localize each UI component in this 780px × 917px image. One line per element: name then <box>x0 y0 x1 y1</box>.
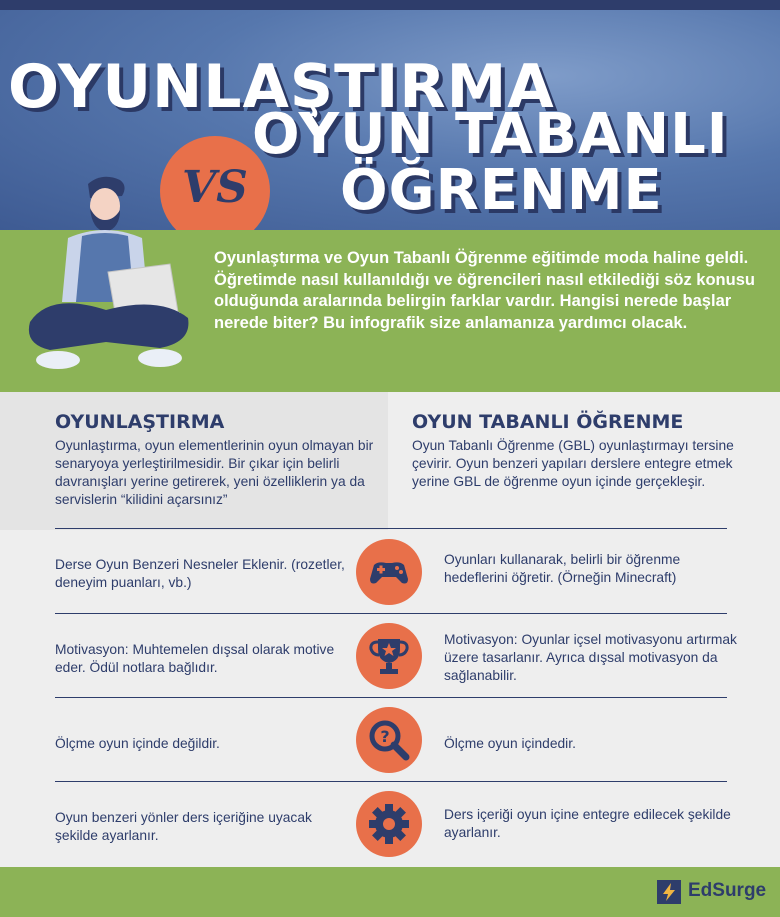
trophy-icon <box>356 623 422 689</box>
row-2-right-text: Motivasyon: Oyunlar içsel motivasyonu artırmak üzere tasarlanır. Ayrıca dışsal motivasyon da sağlanabilir. <box>444 632 737 683</box>
gear-icon <box>356 791 422 857</box>
left-heading: OYUNLAŞTIRMA <box>55 411 225 433</box>
divider <box>55 781 727 782</box>
divider <box>55 613 727 614</box>
person-with-laptop-illustration <box>10 172 210 382</box>
edsurge-logo-icon <box>657 880 681 904</box>
row-2-left-text: Motivasyon: Muhtemelen dışsal olarak motive eder. Ödül notlara bağlıdır. <box>55 642 335 675</box>
row-3-right-text: Ölçme oyun içindedir. <box>444 736 576 751</box>
row-4-right-text: Ders içeriği oyun içine entegre edilecek şekilde ayarlanır. <box>444 807 731 840</box>
vs-label: VS <box>182 162 248 213</box>
title-game-based: OYUN TABANLI <box>252 102 729 167</box>
row-1-right-text: Oyunları kullanarak, belirli bir öğrenme hedeflerini öğretir. (Örneğin Minecraft) <box>444 552 681 585</box>
divider <box>55 528 727 529</box>
divider <box>55 697 727 698</box>
row-4-left-text: Oyun benzeri yönler ders içeriğine uyacak şekilde ayarlanır. <box>55 810 312 843</box>
intro-text: Oyunlaştırma ve Oyun Tabanlı Öğrenme eğitimde moda haline geldi. Öğretimde nasıl kullanıldığı ve öğrencileri nasıl etkilediği söz konusu olduğunda aralarında belirgin farklar vardır. Hangisi nerede başlar nerede biter? Bu infografik size anlamanıza yardımcı olacak. <box>214 249 755 332</box>
top-bar <box>0 0 780 10</box>
right-description: Oyun Tabanlı Öğrenme (GBL) oyunlaştırmayı tersine çevirir. Oyun benzeri yapıları derslere entegre etmek yerine GBL de öğrenme oyun içinde gerçekleşir. <box>412 438 734 489</box>
title-learning: ÖĞRENME <box>340 158 663 223</box>
title-gamification: OYUNLAŞTIRMA <box>8 52 555 122</box>
edsurge-logo-text[interactable]: EdSurge <box>688 880 767 901</box>
row-1-left-text: Derse Oyun Benzeri Nesneler Eklenir. (rozetler, deneyim puanları, vb.) <box>55 557 345 590</box>
left-description: Oyunlaştırma, oyun elementlerinin oyun olmayan bir senaryoya yerleştirilmesidir. Bir çıkar için belirli davranışları yerine getirerek, yeni özelliklerin ya da servislerin “kilidini açarsınız” <box>55 438 374 507</box>
magnifier-question-icon <box>356 707 422 773</box>
gamepad-icon <box>356 539 422 605</box>
row-3-left-text: Ölçme oyun içinde değildir. <box>55 736 220 751</box>
right-heading: OYUN TABANLI ÖĞRENME <box>412 411 684 433</box>
svg-text:?: ? <box>380 727 390 746</box>
